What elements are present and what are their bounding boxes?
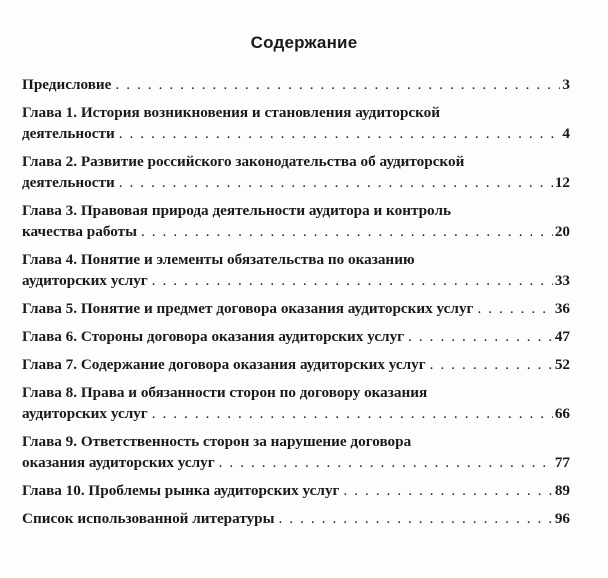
toc-page-number: 33 (554, 272, 570, 289)
table-of-contents (22, 74, 570, 536)
dot-leader (477, 298, 552, 319)
toc-entry-preface[interactable] (22, 74, 570, 95)
toc-page-number: 47 (554, 328, 570, 345)
dot-leader (152, 270, 553, 291)
toc-entry-bibliography[interactable] (22, 508, 570, 529)
toc-page-number: 96 (554, 510, 570, 527)
toc-entry-title: Список использованной литературы (22, 510, 275, 527)
toc-entry-chapter-1[interactable] (22, 102, 570, 144)
page-title: Содержание (250, 33, 358, 52)
toc-entry-title-line1: Глава 1. История возникновения и становления аудиторской (22, 104, 441, 121)
toc-entry-chapter-5[interactable] (22, 298, 570, 319)
toc-page-number: 4 (562, 125, 570, 142)
dot-leader (152, 403, 553, 424)
dot-leader (141, 221, 553, 242)
toc-entry-title-line2: деятельности (22, 125, 115, 142)
dot-leader (343, 480, 552, 501)
toc-entry-title-line1: Глава 3. Правовая природа деятельности аудитора и контроль (22, 202, 451, 219)
dot-leader (408, 326, 553, 347)
dot-leader (430, 354, 553, 375)
toc-entry-title-line2: аудиторских услуг (22, 405, 148, 422)
toc-entry-chapter-6[interactable] (22, 326, 570, 347)
toc-entry-chapter-9[interactable] (22, 431, 570, 473)
toc-page-number: 77 (554, 454, 570, 471)
toc-entry-title: Предисловие (22, 76, 112, 93)
dot-leader (219, 452, 553, 473)
toc-entry-title: Глава 5. Понятие и предмет договора оказания аудиторских услуг (22, 300, 474, 317)
toc-entry-title-line2: деятельности (22, 174, 115, 191)
dot-leader (119, 172, 553, 193)
toc-page-number: 3 (562, 76, 570, 93)
toc-entry-title-line2: аудиторских услуг (22, 272, 148, 289)
toc-entry-title-line1: Глава 4. Понятие и элементы обязательства по оказанию (22, 251, 415, 268)
toc-page-number: 52 (554, 356, 570, 373)
toc-entry-chapter-2[interactable] (22, 151, 570, 193)
toc-entry-title: Глава 7. Содержание договора оказания аудиторских услуг (22, 356, 426, 373)
toc-page-number: 12 (554, 174, 570, 191)
toc-page-number: 89 (554, 482, 570, 499)
dot-leader (278, 508, 552, 529)
toc-page-number: 20 (554, 223, 570, 240)
toc-entry-title-line1: Глава 9. Ответственность сторон за нарушение договора (22, 433, 412, 450)
toc-entry-chapter-4[interactable] (22, 249, 570, 291)
toc-entry-chapter-3[interactable] (22, 200, 570, 242)
toc-page-number: 36 (554, 300, 570, 317)
toc-entry-title-line2: качества работы (22, 223, 137, 240)
toc-entry-chapter-8[interactable] (22, 382, 570, 424)
toc-entry-title: Глава 10. Проблемы рынка аудиторских услуг (22, 482, 340, 499)
toc-entry-title-line2: оказания аудиторских услуг (22, 454, 215, 471)
dot-leader (119, 123, 561, 144)
dot-leader (115, 74, 560, 95)
toc-page-number: 66 (554, 405, 570, 422)
toc-entry-title: Глава 6. Стороны договора оказания аудиторских услуг (22, 328, 405, 345)
toc-entry-chapter-7[interactable] (22, 354, 570, 375)
toc-entry-chapter-10[interactable] (22, 480, 570, 501)
toc-entry-title-line1: Глава 2. Развитие российского законодательства об аудиторской (22, 153, 465, 170)
toc-entry-title-line1: Глава 8. Права и обязанности сторон по договору оказания (22, 384, 428, 401)
